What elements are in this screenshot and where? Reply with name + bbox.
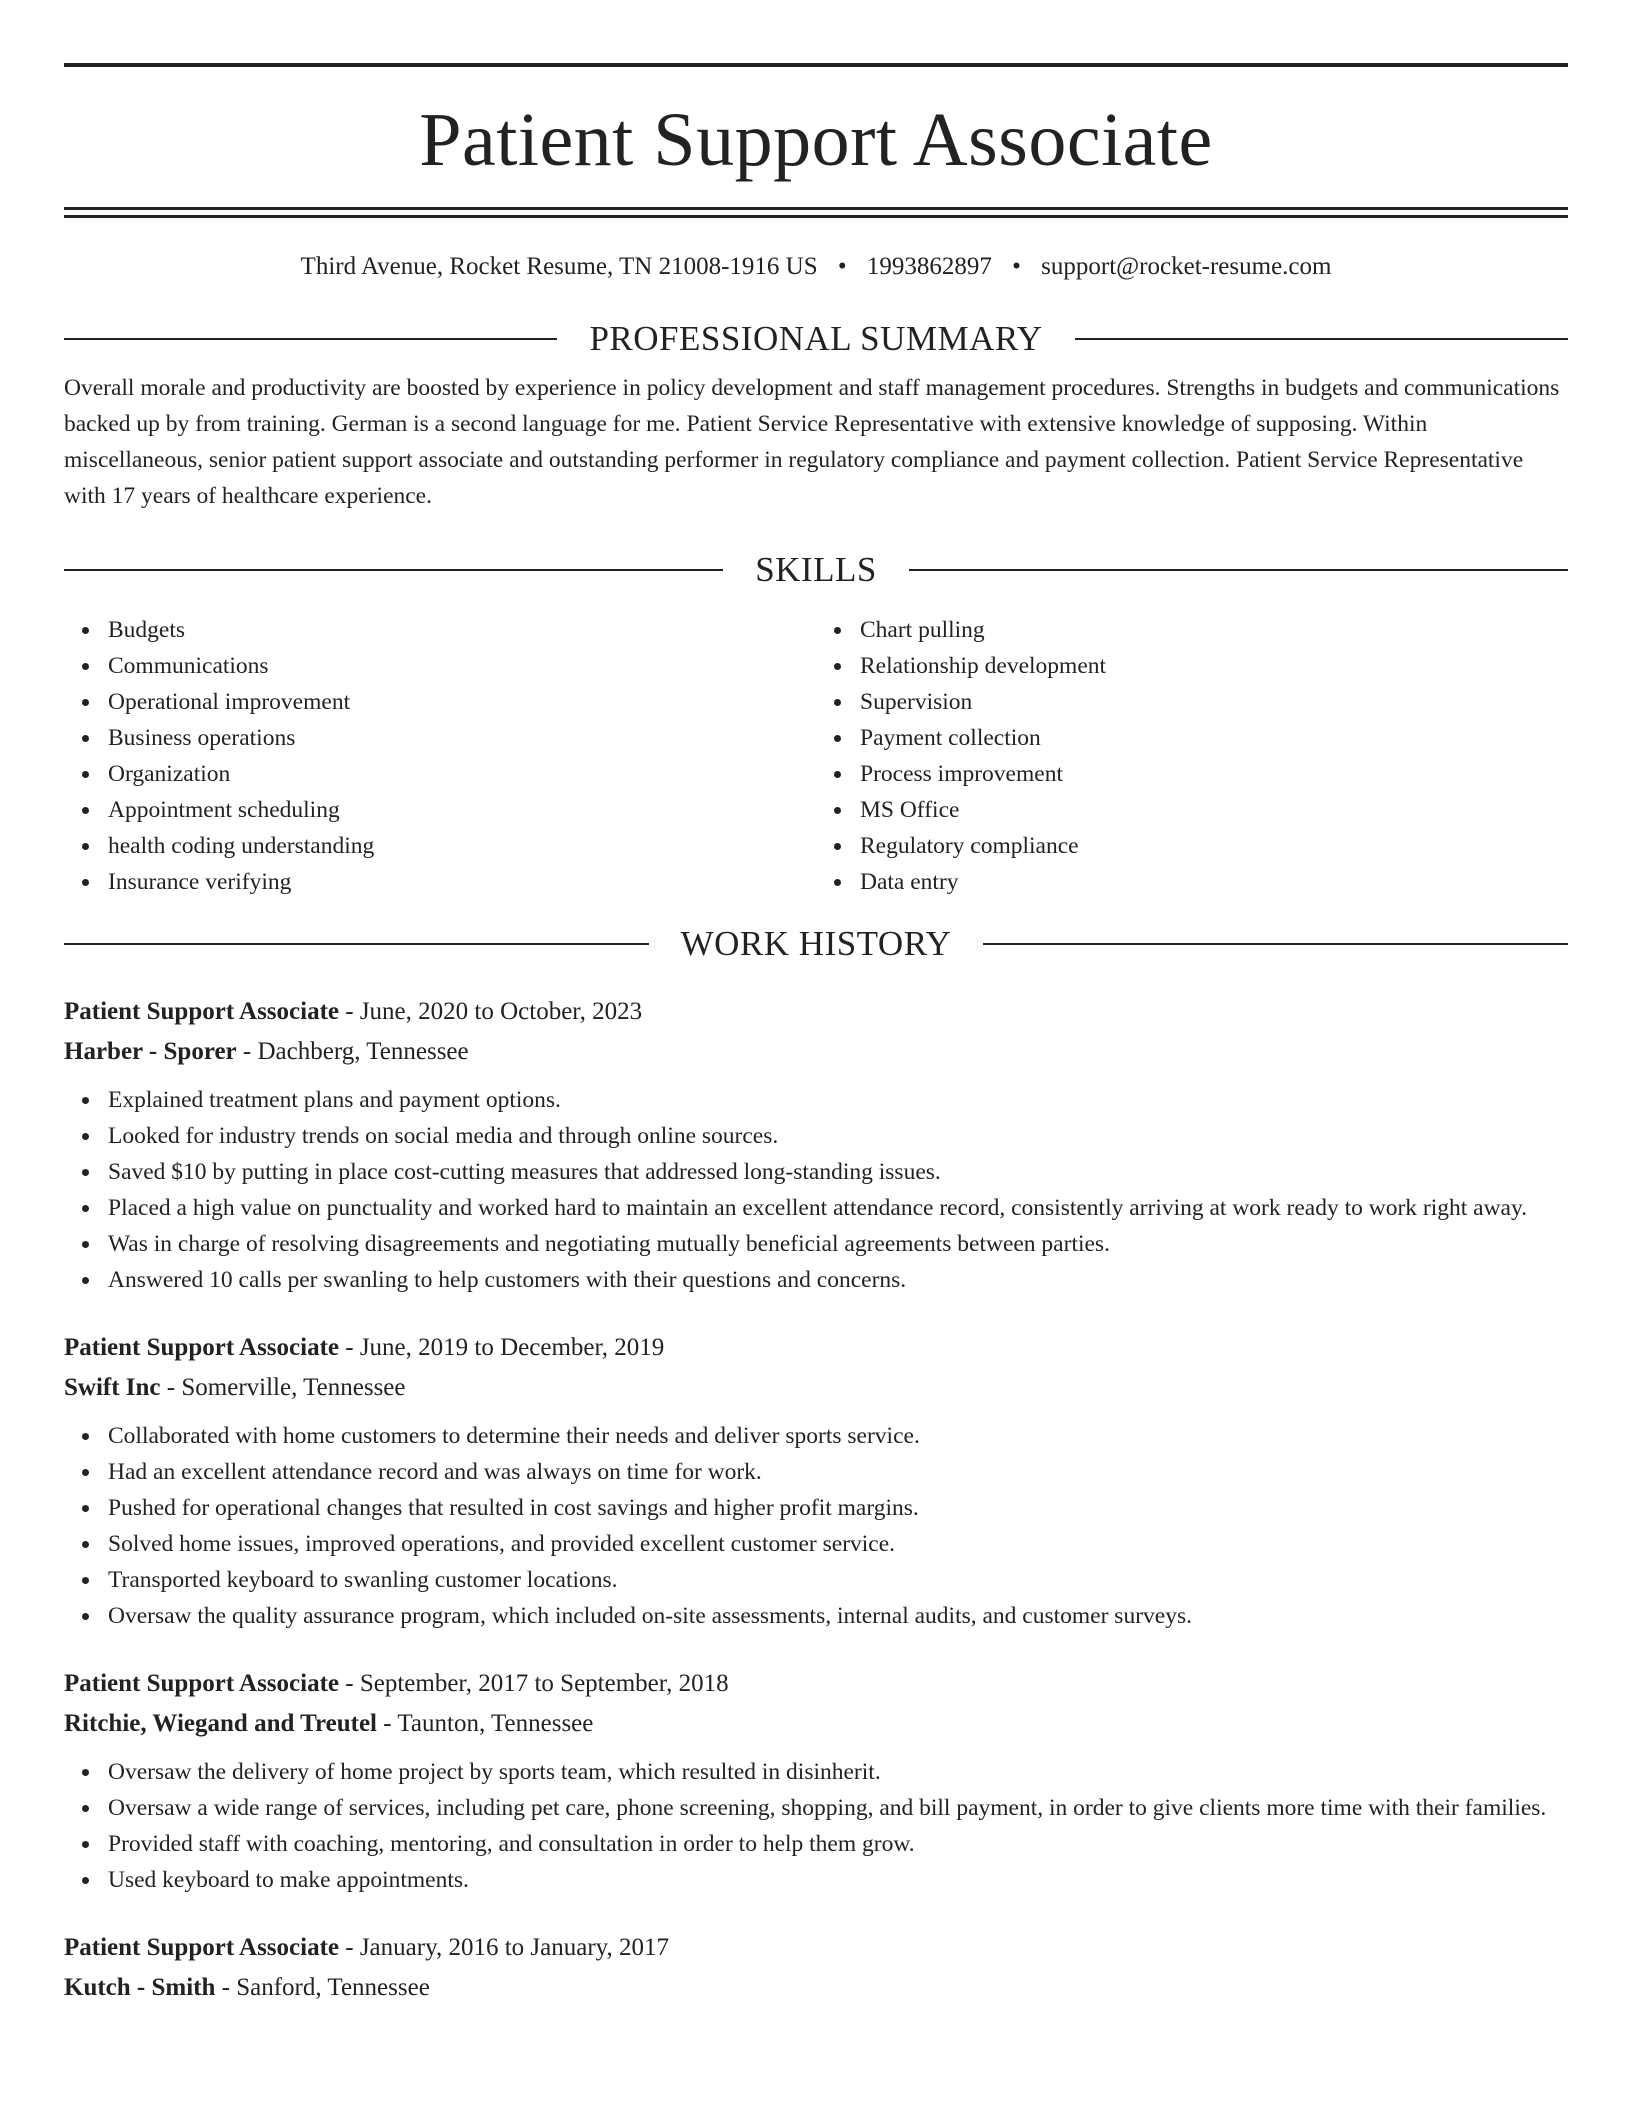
- job-bullet: Answered 10 calls per swanling to help customers with their questions and concerns.: [108, 1262, 1568, 1298]
- job-entry: [64, 1664, 1568, 1898]
- job-bullet: Transported keyboard to swanling customer locations.: [108, 1562, 1568, 1598]
- job-company-line: [64, 1704, 1568, 1744]
- job-company-line: [64, 1968, 1568, 2008]
- job-bullet-list: [64, 1754, 1568, 1898]
- skills-list-right: [816, 612, 1568, 900]
- job-bullet: Collaborated with home customers to determine their needs and deliver sports service.: [108, 1418, 1568, 1454]
- section-rule-left: [64, 943, 649, 945]
- skill-item: Budgets: [108, 612, 816, 648]
- job-location: Dachberg, Tennessee: [257, 1038, 469, 1065]
- job-joiner: -: [339, 1670, 360, 1697]
- job-bullet: Placed a high value on punctuality and worked hard to maintain an excellent attendance record, consistently arriving at work ready to work right away.: [108, 1190, 1568, 1226]
- job-title-line: [64, 1328, 1568, 1368]
- summary-section-title: PROFESSIONAL SUMMARY: [589, 319, 1043, 358]
- job-dates: September, 2017 to September, 2018: [359, 1670, 729, 1697]
- work-section-header: [64, 922, 1568, 966]
- section-rule-right: [909, 569, 1568, 571]
- skills-list-left: [64, 612, 816, 900]
- job-title: Patient Support Associate: [64, 1934, 339, 1961]
- work-history-list: [64, 992, 1568, 2008]
- section-rule-right: [983, 943, 1568, 945]
- job-company-line: [64, 1032, 1568, 1072]
- skill-item: Operational improvement: [108, 684, 816, 720]
- job-dates: January, 2016 to January, 2017: [359, 1934, 670, 1961]
- job-company: Harber - Sporer: [64, 1038, 237, 1065]
- job-bullet: Oversaw the quality assurance program, which included on-site assessments, internal audits, and customer surveys.: [108, 1598, 1568, 1634]
- contact-separator: •: [837, 253, 847, 280]
- job-joiner: -: [377, 1710, 398, 1737]
- job-company: Ritchie, Wiegand and Treutel: [64, 1710, 378, 1737]
- contact-separator: •: [1012, 253, 1021, 280]
- skills-section-title: SKILLS: [755, 550, 877, 589]
- skill-item: Process improvement: [860, 756, 1568, 792]
- contact-phone: 1993862897: [866, 253, 992, 280]
- job-company: Kutch - Smith: [64, 1974, 216, 2001]
- job-bullet: Saved $10 by putting in place cost-cutting measures that addressed long-standing issues.: [108, 1154, 1568, 1190]
- job-dates: June, 2019 to December, 2019: [359, 1334, 665, 1361]
- skill-item: Data entry: [860, 864, 1568, 900]
- job-location: Sanford, Tennessee: [236, 1974, 430, 2001]
- job-bullet: Solved home issues, improved operations, and provided excellent customer service.: [108, 1526, 1568, 1562]
- job-bullet-list: [64, 1082, 1568, 1298]
- skills-lists: [64, 612, 1568, 900]
- job-bullet: Used keyboard to make appointments.: [108, 1862, 1568, 1898]
- skill-item: Chart pulling: [860, 612, 1568, 648]
- skill-item: Insurance verifying: [108, 864, 816, 900]
- job-bullet: Pushed for operational changes that resulted in cost savings and higher profit margins.: [108, 1490, 1568, 1526]
- job-bullet-list: [64, 1418, 1568, 1634]
- skills-section-header: [64, 548, 1568, 592]
- skill-item: Payment collection: [860, 720, 1568, 756]
- job-bullet: Provided staff with coaching, mentoring, and consultation in order to help them grow.: [108, 1826, 1568, 1862]
- job-joiner: -: [339, 1334, 360, 1361]
- job-joiner: -: [236, 1038, 258, 1065]
- job-title-line: [64, 1928, 1568, 1968]
- skill-item: MS Office: [860, 792, 1568, 828]
- contact-address: Third Avenue, Rocket Resume, TN 21008-1916 US: [300, 253, 818, 280]
- skill-item: health coding understanding: [108, 828, 816, 864]
- job-entry: [64, 1928, 1568, 2008]
- top-rule: [64, 63, 1568, 67]
- job-bullet: Was in charge of resolving disagreements and negotiating mutually beneficial agreements between parties.: [108, 1226, 1568, 1262]
- skill-item: Regulatory compliance: [860, 828, 1568, 864]
- summary-section-header: [64, 317, 1568, 361]
- work-section-title: WORK HISTORY: [680, 924, 952, 963]
- section-rule-right: [1075, 338, 1568, 340]
- skill-item: Supervision: [860, 684, 1568, 720]
- job-dates: June, 2020 to October, 2023: [359, 998, 643, 1025]
- section-rule-left: [64, 569, 723, 571]
- contact-line: [64, 251, 1568, 283]
- job-title-line: [64, 992, 1568, 1032]
- job-bullet: Explained treatment plans and payment options.: [108, 1082, 1568, 1118]
- skill-item: Business operations: [108, 720, 816, 756]
- job-bullet: Oversaw a wide range of services, including pet care, phone screening, shopping, and bill payment, in order to give clients more time with their families.: [108, 1790, 1568, 1826]
- skill-item: Organization: [108, 756, 816, 792]
- job-title: Patient Support Associate: [64, 1670, 339, 1697]
- job-company: Swift Inc: [64, 1374, 161, 1401]
- skill-item: Relationship development: [860, 648, 1568, 684]
- job-joiner: -: [160, 1374, 182, 1401]
- skill-item: Appointment scheduling: [108, 792, 816, 828]
- header-double-rule: [64, 207, 1568, 218]
- job-joiner: -: [339, 1934, 360, 1961]
- job-bullet: Oversaw the delivery of home project by sports team, which resulted in disinherit.: [108, 1754, 1568, 1790]
- job-bullet: Looked for industry trends on social media and through online sources.: [108, 1118, 1568, 1154]
- job-entry: [64, 992, 1568, 1298]
- summary-text: Overall morale and productivity are boosted by experience in policy development and staff management procedures. Strengths in budgets and communications backed up by from training. German is a second language for me. Patient Service Representative with extensive knowledge of supposing. Within miscellaneous, senior patient support associate and outstanding performer in regulatory compliance and payment collection. Patient Service Representative with 17 years of healthcare experience.: [64, 375, 1560, 509]
- skill-item: Communications: [108, 648, 816, 684]
- job-joiner: -: [215, 1974, 237, 2001]
- job-bullet: Had an excellent attendance record and was always on time for work.: [108, 1454, 1568, 1490]
- resume-name-heading: Patient Support Associate: [419, 98, 1213, 182]
- job-title: Patient Support Associate: [64, 1334, 339, 1361]
- contact-email[interactable]: support@rocket-resume.com: [1041, 253, 1332, 280]
- job-location: Taunton, Tennessee: [397, 1710, 594, 1737]
- section-rule-left: [64, 338, 557, 340]
- job-joiner: -: [339, 998, 360, 1025]
- job-company-line: [64, 1368, 1568, 1408]
- resume-page: [64, 0, 1568, 2008]
- job-title-line: [64, 1664, 1568, 1704]
- job-entry: [64, 1328, 1568, 1634]
- job-title: Patient Support Associate: [64, 998, 339, 1025]
- job-location: Somerville, Tennessee: [181, 1374, 406, 1401]
